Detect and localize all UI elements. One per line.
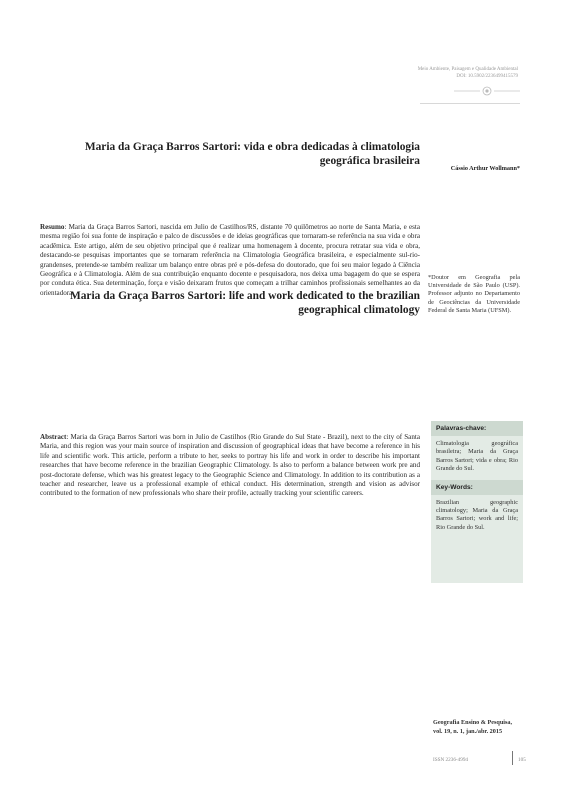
journal-header-line: Meio Ambiente, Paisagem e Qualidade Ambiental (417, 67, 518, 72)
header-rule (420, 103, 520, 104)
doi-line: DOI: 10.5902/2236499415579 (456, 74, 518, 79)
title-pt-line1: Maria da Graça Barros Sartori: vida e obra dedicadas à climatologia (84, 141, 420, 153)
journal-header (300, 66, 518, 80)
footer-journal-name: Geografia Ensino & Pesquisa, (433, 719, 513, 726)
ornament-icon (454, 84, 520, 98)
keywords-pt-heading: Palavras-chave: (431, 421, 523, 436)
footer-issn: ISSN 2236-4994 (433, 757, 469, 763)
footer-volume: vol. 19, n. 1, jan./abr. 2015 (433, 727, 503, 735)
keywords-en-heading: Key-Words: (431, 480, 523, 495)
abstract-pt-label: Resumo (40, 223, 65, 231)
author-note: *Doutor em Geografia pela Universidade de São Paulo (USP). Professor adjunto no Departamento de Geociências da Universidade Federal de Santa Maria (UFSM). (428, 274, 520, 314)
abstract-pt-body: : Maria da Graça Barros Sartori, nascida em Julio de Castilhos/RS, distante 70 quilômetros ao norte de Santa Maria, e esta mesma região foi sua fonte de inspiração e palco de discussões e de ideias geográficas que tornaram-se referência na sua vida e obra acadêmica. Este artigo, além de seu objetivo principal que é realizar uma homenagem à docente, procura retratar sua vida e obra, destacando-se pesquisas importantes que se tornaram referência na Climatologia Geográfica brasileira, e especialmente sul-rio-grandenses, pretende-se também realizar um balanço entre obras pré e pós-defesa do doutorado, que foi seu maior legado à Ciência Geográfica e à Climatologia. Além de sua contribuição enquanto docente e pesquisadora, nos deixa uma bagagem do que se espera por conduta ética. Sua determinação, força e visão deixaram frutos que começam a trilhar caminhos profissionais semelhantes ao da orientadora. (40, 223, 420, 297)
keywords-en-text: Brazilian geographic climatology; Maria da Graça Barros Sartori; work and life; Rio Grande do Sul. (436, 498, 518, 531)
title-pt-line2: geográfica brasileira (319, 155, 420, 167)
keywords-box (431, 421, 523, 583)
keywords-pt-text: Climatologia geográfica brasileira; Maria da Graça Barros Sartori; vida e obra; Rio Grande do Sul. (436, 440, 518, 473)
page-number: 105 (518, 757, 526, 763)
title-en-line1: Maria da Graça Barros Sartori: life and work dedicated to the brazilian (69, 290, 420, 302)
footer-citation (433, 719, 533, 736)
article-title-en (40, 289, 420, 317)
footer-divider (512, 751, 513, 765)
article-title-pt (40, 140, 420, 168)
abstract-en-label: Abstract (40, 433, 67, 441)
author-name: Cássio Arthur Wollmann* (450, 165, 520, 172)
abstract-pt (40, 223, 420, 298)
abstract-en-body: : Maria da Graça Barros Sartori was born in Julio de Castilhos (Rio Grande do Sul State - Brazil), next to the city of Santa Maria, and this region was your main source of inspiration and discussion of geographical ideas that have become a reference in his life and scientific work. This article, perform a tribute to her, seeks to portray his life and work in order to describe his important researches that have become reference in the brazilian Geographic Climatology. Is also to perform a balance between work pre and post-doctorate defense, which was his greatest legacy to the Geographic Science and Climatology. In addition to its contribution as a teacher and researcher, leave us a professional example of ethical conduct. His determination, strength and vision as advisor contributed to the formation of new professionals who share their profile, actually tracking your scientific careers. (40, 433, 420, 498)
title-en-line2: geographical climatology (298, 304, 420, 316)
abstract-en (40, 433, 420, 499)
